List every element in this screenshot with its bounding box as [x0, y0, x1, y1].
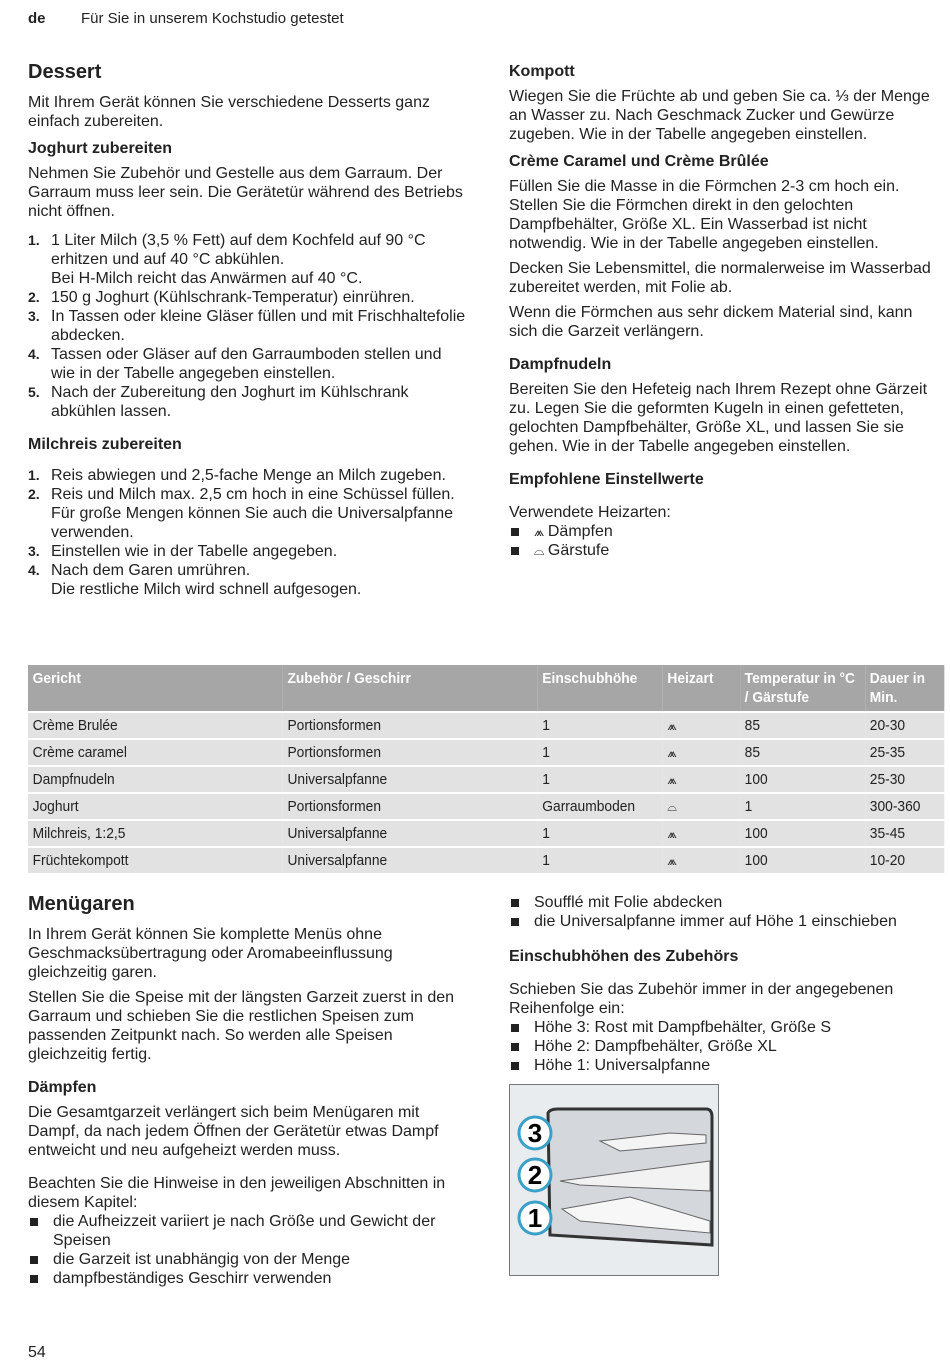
table-cell: 300-360 — [865, 793, 944, 820]
table-cell: 100 — [740, 820, 865, 847]
steam-icon: ⩕ — [663, 766, 740, 793]
table-cell: Crème Brulée — [28, 712, 283, 739]
bullet-icon — [30, 1218, 38, 1226]
step-text: 1 Liter Milch (3,5 % Fett) auf dem Kochfeld auf 90 °C erhitzen und auf 40 °C abkühlen. — [51, 232, 426, 268]
einschub-title: Einschubhöhen des Zubehörs — [509, 948, 739, 965]
bullet-text: Höhe 3: Rost mit Dampfbehälter, Größe S — [534, 1019, 832, 1036]
step-text: Einstellen wie in der Tabelle angegeben. — [51, 543, 338, 560]
column-header: Gericht — [28, 665, 283, 712]
step-item — [28, 383, 468, 421]
milchreis-title: Milchreis zubereiten — [28, 436, 182, 453]
chapter-title: Für Sie in unserem Kochstudio getestet — [81, 10, 344, 27]
creme-p3: Wenn die Förmchen aus sehr dickem Material sind, kann sich die Garzeit verlängern. — [509, 304, 913, 340]
page-number: 54 — [28, 1344, 46, 1361]
step-number: 5. — [28, 384, 40, 400]
left-column-top — [28, 60, 468, 599]
table-cell: Portionsformen — [283, 712, 538, 739]
step-text: Nach der Zubereitung den Joghurt im Kühlschrank abkühlen lassen. — [51, 384, 409, 420]
table-cell: 1 — [538, 712, 663, 739]
creme-title: Crème Caramel und Crème Brûlée — [509, 153, 769, 170]
bullet-item — [509, 1018, 941, 1037]
dampfnudeln-title: Dampfnudeln — [509, 356, 612, 373]
step-text: In Tassen oder kleine Gläser füllen und mit Frischhaltefolie abdecken. — [51, 308, 466, 344]
daempfen-bullets — [28, 1212, 468, 1288]
bullet-icon — [511, 1024, 519, 1032]
table-cell: 1 — [538, 739, 663, 766]
table-cell: Früchtekompott — [28, 847, 283, 873]
empfohlen-title: Empfohlene Einstellwerte — [509, 471, 704, 488]
bullet-icon — [511, 1043, 519, 1051]
step-number: 2. — [28, 486, 40, 502]
bullet-text: die Universalpfanne immer auf Höhe 1 einschieben — [534, 913, 897, 930]
bullet-item — [28, 1212, 468, 1250]
creme-p2: Decken Sie Lebensmittel, die normalerweise im Wasserbad zubereitet werden, mit Folie ab. — [509, 260, 931, 296]
step-text: Tassen oder Gläser auf den Garraumboden stellen und wie in der Tabelle angegeben einstellen. — [51, 346, 442, 382]
step-number: 4. — [28, 346, 40, 362]
table-cell: Universalpfanne — [283, 820, 538, 847]
step-text: Reis und Milch max. 2,5 cm hoch in eine Schüssel füllen. — [51, 486, 455, 503]
level-3-label: 3 — [527, 1118, 543, 1148]
menu-p2: Stellen Sie die Speise mit der längsten Garzeit zuerst in den Garraum und schieben Sie die restlichen Speisen zum passenden Zeitpunkt nach. So werden alle Speisen gleichzeitig fertig. — [28, 989, 455, 1063]
column-header: Zubehör / Geschirr — [283, 665, 538, 712]
right-column-top — [509, 62, 941, 560]
table-cell: Crème caramel — [28, 739, 283, 766]
step-number: 3. — [28, 543, 40, 559]
table-cell: 1 — [740, 793, 865, 820]
bullet-text: Höhe 1: Universalpfanne — [534, 1057, 711, 1074]
kompott-title: Kompott — [509, 63, 575, 80]
daempfen-title: Dämpfen — [28, 1079, 97, 1096]
right-column-bottom — [509, 893, 941, 1075]
heating-modes — [509, 522, 941, 560]
empfohlen-intro: Verwendete Heizarten: — [509, 504, 671, 521]
table-cell: Dampfnudeln — [28, 766, 283, 793]
einschub-intro: Schieben Sie das Zubehör immer in der angegebenen Reihenfolge ein: — [509, 981, 894, 1017]
joghurt-intro: Nehmen Sie Zubehör und Gestelle aus dem Garraum. Der Garraum muss leer sein. Die Gerätetür während des Betriebs nicht öffnen. — [28, 165, 463, 220]
daempfen-p1: Die Gesamtgarzeit verlängert sich beim Menügaren mit Dampf, da nach jedem Öffnen der Gerätetür etwas Dampf entweicht und neu aufgeheizt werden muss. — [28, 1104, 439, 1159]
mode-label: Gärstufe — [547, 542, 610, 559]
level-1-label: 1 — [527, 1203, 543, 1233]
table-row — [28, 793, 944, 820]
bullet-icon — [30, 1275, 38, 1283]
step-item — [28, 485, 468, 542]
bullet-text: die Garzeit ist unabhängig von der Menge — [53, 1251, 351, 1268]
table-cell: 100 — [740, 766, 865, 793]
bullet-text: Höhe 2: Dampfbehälter, Größe XL — [534, 1038, 777, 1055]
bullet-item — [28, 1250, 468, 1269]
creme-p1: Füllen Sie die Masse in die Förmchen 2-3 cm hoch ein. Stellen Sie die Förmchen direkt in den gelochten Dampfbehälter, Größe XL. Ein Wasserbad ist nicht notwendig. Wie in der Tabelle angegeben einstellen. — [509, 178, 900, 252]
kompott-text: Wiegen Sie die Früchte ab und geben Sie ca. ⅓ der Menge an Wasser zu. Nach Geschmack Zucker und Gewürze zugeben. Wie in der Tabelle angegeben einstellen. — [509, 88, 930, 143]
step-item — [28, 231, 468, 288]
step-item — [28, 307, 468, 345]
column-header: Einschubhöhe — [538, 665, 663, 712]
step-item — [28, 561, 468, 599]
page-header — [28, 9, 344, 28]
step-item — [28, 542, 468, 561]
mode-steam — [509, 522, 941, 541]
table-cell: Universalpfanne — [283, 847, 538, 873]
step-number: 1. — [28, 467, 40, 483]
bullet-text: die Aufheizzeit variiert je nach Größe und Gewicht der Speisen — [53, 1213, 436, 1249]
table-row — [28, 820, 944, 847]
table-cell: 100 — [740, 847, 865, 873]
left-column-bottom — [28, 892, 468, 1288]
step-item — [28, 288, 468, 307]
table-row — [28, 739, 944, 766]
table-row — [28, 712, 944, 739]
table-cell: Universalpfanne — [283, 766, 538, 793]
step-number: 3. — [28, 308, 40, 324]
menu-bullets — [509, 893, 941, 931]
oven-illustration-icon — [510, 1085, 718, 1275]
milchreis-steps — [28, 466, 468, 599]
dessert-title: Dessert — [28, 61, 102, 83]
column-header: Dauer in Min. — [865, 665, 944, 712]
table-row — [28, 847, 944, 873]
table-cell: Garraumboden — [538, 793, 663, 820]
steam-icon: ⩕ — [663, 712, 740, 739]
step-text: Nach dem Garen umrühren. — [51, 562, 251, 579]
menu-p1: In Ihrem Gerät können Sie komplette Menüs ohne Geschmacksübertragung oder Aromabeeinflussung gleichzeitig garen. — [28, 926, 393, 981]
steam-icon: ⩕ — [663, 739, 740, 766]
bullet-icon — [511, 1062, 519, 1070]
table-cell: 25-35 — [865, 739, 944, 766]
table-cell: 1 — [538, 766, 663, 793]
step-text: Reis abwiegen und 2,5-fache Menge an Milch zugeben. — [51, 467, 446, 484]
table-cell: Portionsformen — [283, 793, 538, 820]
bullet-text: Soufflé mit Folie abdecken — [534, 894, 723, 911]
joghurt-steps — [28, 231, 468, 421]
mode-label: Dämpfen — [547, 523, 613, 540]
oven-levels-illustration — [509, 1084, 719, 1276]
step-note: Für große Mengen können Sie auch die Universalpfanne verwenden. — [51, 505, 454, 541]
joghurt-title: Joghurt zubereiten — [28, 140, 173, 157]
bullet-icon — [511, 918, 519, 926]
settings-table — [28, 665, 944, 873]
bullet-icon — [511, 899, 519, 907]
table-cell: Portionsformen — [283, 739, 538, 766]
step-note: Die restliche Milch wird schnell aufgesogen. — [51, 581, 362, 598]
step-number: 1. — [28, 232, 40, 248]
dampfnudeln-text: Bereiten Sie den Hefeteig nach Ihrem Rezept ohne Gärzeit zu. Legen Sie die geformten Kugeln in einen gefetteten, gelochten Dampfbehälter, Größe XL, und lassen Sie sie gehen. Wie in der Tabelle angegeben einstellen. — [509, 381, 928, 455]
table-cell: 25-30 — [865, 766, 944, 793]
table-cell: 85 — [740, 739, 865, 766]
daempfen-p2: Beachten Sie die Hinweise in den jeweiligen Abschnitten in diesem Kapitel: — [28, 1175, 446, 1211]
table-cell: Milchreis, 1:2,5 — [28, 820, 283, 847]
table-cell: 1 — [538, 820, 663, 847]
step-item — [28, 345, 468, 383]
bullet-item — [28, 1269, 468, 1288]
steam-icon: ⩕ — [663, 847, 740, 873]
step-item — [28, 466, 468, 485]
steam-icon: ⩕ — [534, 524, 548, 539]
proofing-icon: ⌓ — [663, 793, 740, 820]
bullet-item — [509, 1037, 941, 1056]
bullet-item — [509, 893, 941, 912]
table-row — [28, 766, 944, 793]
step-number: 4. — [28, 562, 40, 578]
einschub-bullets — [509, 1018, 941, 1075]
table-cell: 1 — [538, 847, 663, 873]
step-text: 150 g Joghurt (Kühlschrank-Temperatur) einrühren. — [51, 289, 415, 306]
table-cell: 20-30 — [865, 712, 944, 739]
mode-proofing — [509, 541, 941, 560]
language-code: de — [28, 10, 46, 27]
table-cell: Joghurt — [28, 793, 283, 820]
column-header: Heizart — [663, 665, 740, 712]
table-cell: 85 — [740, 712, 865, 739]
bullet-icon — [30, 1256, 38, 1264]
bullet-text: dampfbeständiges Geschirr verwenden — [53, 1270, 332, 1287]
table-cell: 35-45 — [865, 820, 944, 847]
table-cell: 10-20 — [865, 847, 944, 873]
dessert-intro: Mit Ihrem Gerät können Sie verschiedene Desserts ganz einfach zubereiten. — [28, 94, 430, 130]
level-2-label: 2 — [527, 1160, 543, 1190]
menu-title: Menügaren — [28, 893, 135, 915]
step-note: Bei H-Milch reicht das Anwärmen auf 40 °C. — [51, 270, 363, 287]
proofing-icon: ⌓ — [534, 543, 548, 558]
step-number: 2. — [28, 289, 40, 305]
column-header: Temperatur in °C / Gärstufe — [740, 665, 865, 712]
bullet-item — [509, 1056, 941, 1075]
steam-icon: ⩕ — [663, 820, 740, 847]
bullet-item — [509, 912, 941, 931]
